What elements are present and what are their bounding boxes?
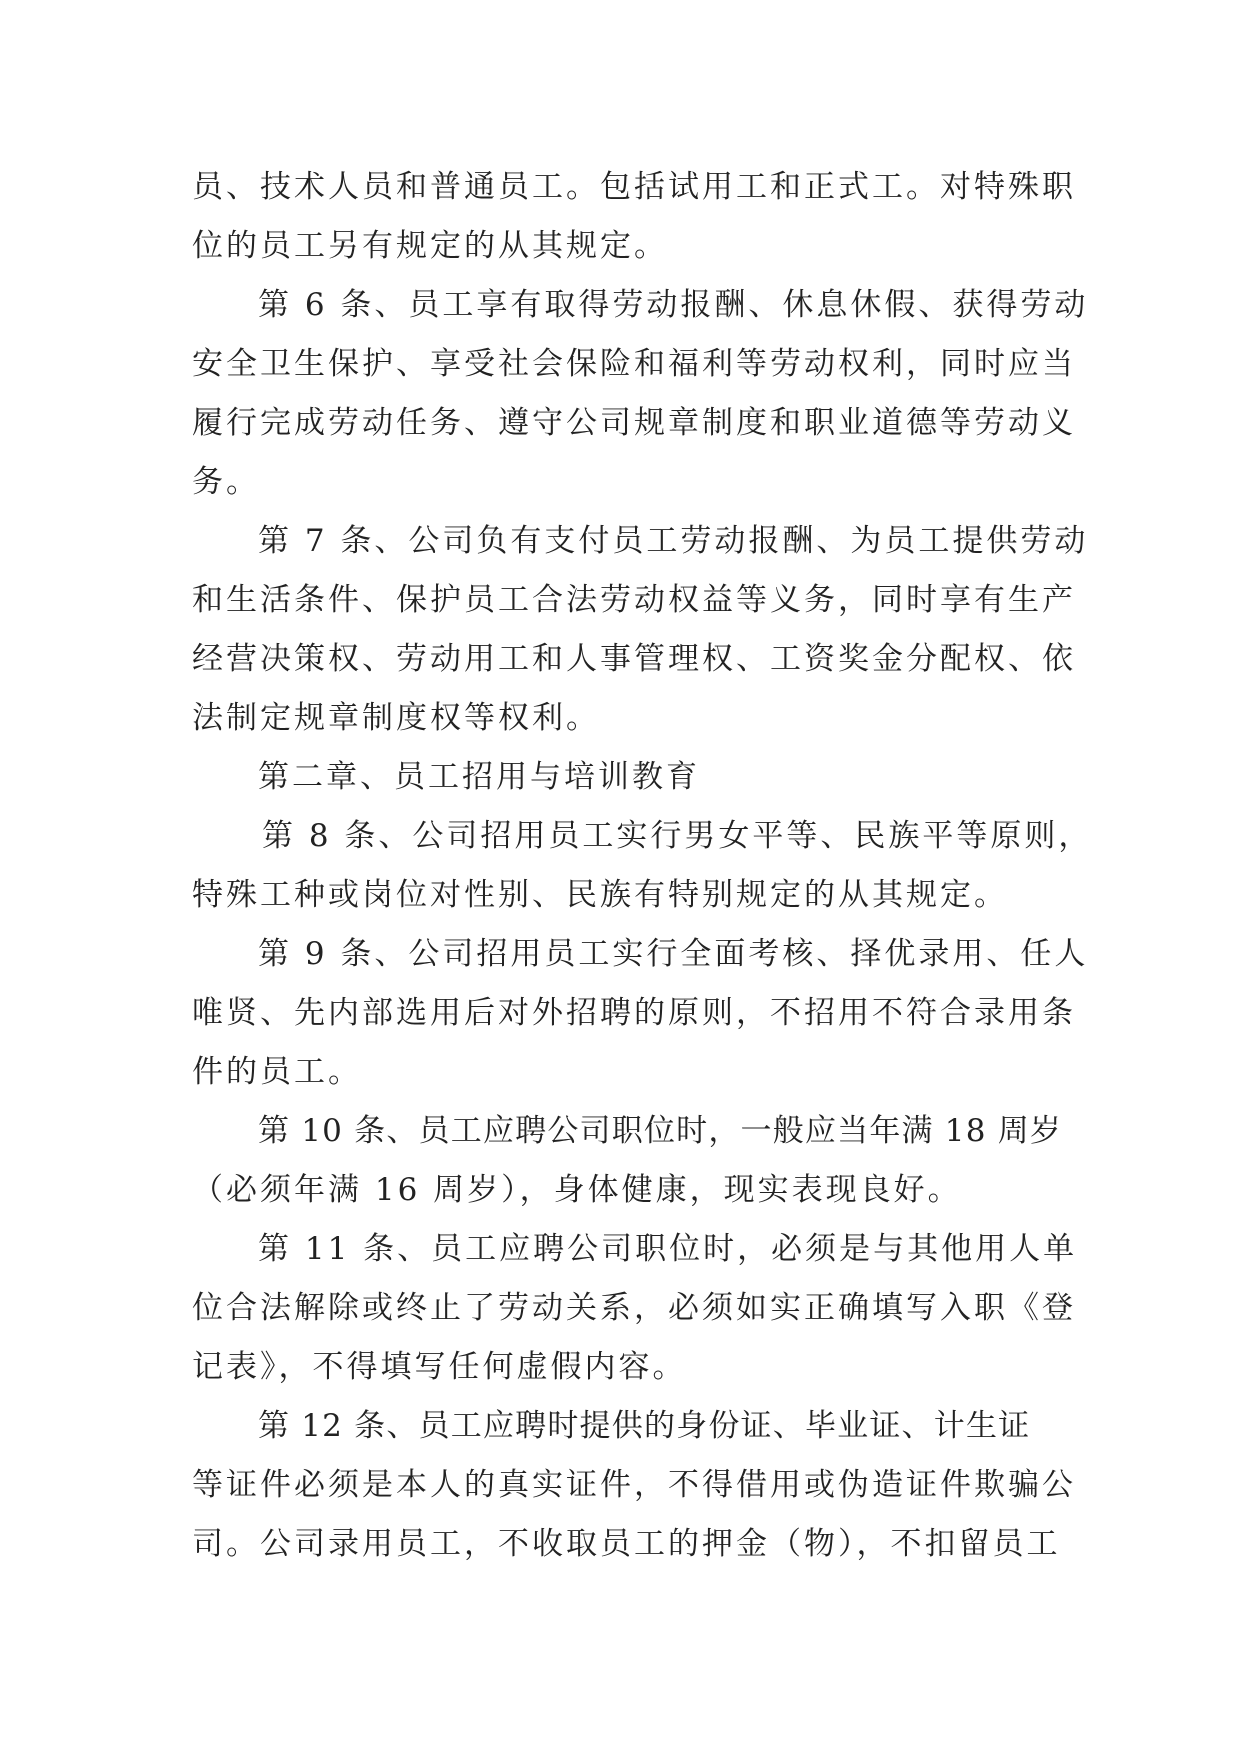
text-line: 等证件必须是本人的真实证件，不得借用或伪造证件欺骗公 [192, 1467, 1076, 1503]
text-line: 位合法解除或终止了劳动关系，必须如实正确填写入职《登 [192, 1290, 1076, 1326]
text-line: 务。 [192, 464, 260, 500]
text-line: 员、技术人员和普通员工。包括试用工和正式工。对特殊职 [192, 169, 1076, 205]
text-line: 唯贤、先内部选用后对外招聘的原则，不招用不符合录用条 [192, 995, 1076, 1031]
article-12-start: 第 12 条、员工应聘时提供的身份证、毕业证、计生证 [258, 1408, 1031, 1444]
article-11-start: 第 11 条、员工应聘公司职位时，必须是与其他用人单 [258, 1231, 1078, 1267]
text-line: （必须年满 16 周岁），身体健康，现实表现良好。 [192, 1172, 962, 1208]
text-line: 司。公司录用员工，不收取员工的押金（物），不扣留员工 [192, 1526, 1061, 1562]
text-line: 和生活条件、保护员工合法劳动权益等义务，同时享有生产 [192, 582, 1076, 618]
article-8-start: 第 8 条、公司招用员工实行男女平等、民族平等原则， [262, 818, 1093, 854]
text-line: 安全卫生保护、享受社会保险和福利等劳动权利，同时应当 [192, 346, 1076, 382]
text-line: 法制定规章制度权等权利。 [192, 700, 600, 736]
article-9-start: 第 9 条、公司招用员工实行全面考核、择优录用、任人 [258, 936, 1089, 972]
text-line: 件的员工。 [192, 1054, 362, 1090]
article-6-start: 第 6 条、员工享有取得劳动报酬、休息休假、获得劳动 [258, 287, 1089, 323]
text-line: 位的员工另有规定的从其规定。 [192, 228, 668, 264]
text-line: 经营决策权、劳动用工和人事管理权、工资奖金分配权、依 [192, 641, 1076, 677]
text-line: 记表》，不得填写任何虚假内容。 [192, 1349, 687, 1385]
text-line: 履行完成劳动任务、遵守公司规章制度和职业道德等劳动义 [192, 405, 1076, 441]
article-10-start: 第 10 条、员工应聘公司职位时，一般应当年满 18 周岁 [258, 1113, 1063, 1149]
document-body [192, 158, 1093, 1574]
text-line: 特殊工种或岗位对性别、民族有特别规定的从其规定。 [192, 877, 1008, 913]
chapter-heading: 第二章、员工招用与培训教育 [258, 759, 700, 795]
article-7-start: 第 7 条、公司负有支付员工劳动报酬、为员工提供劳动 [258, 523, 1089, 559]
